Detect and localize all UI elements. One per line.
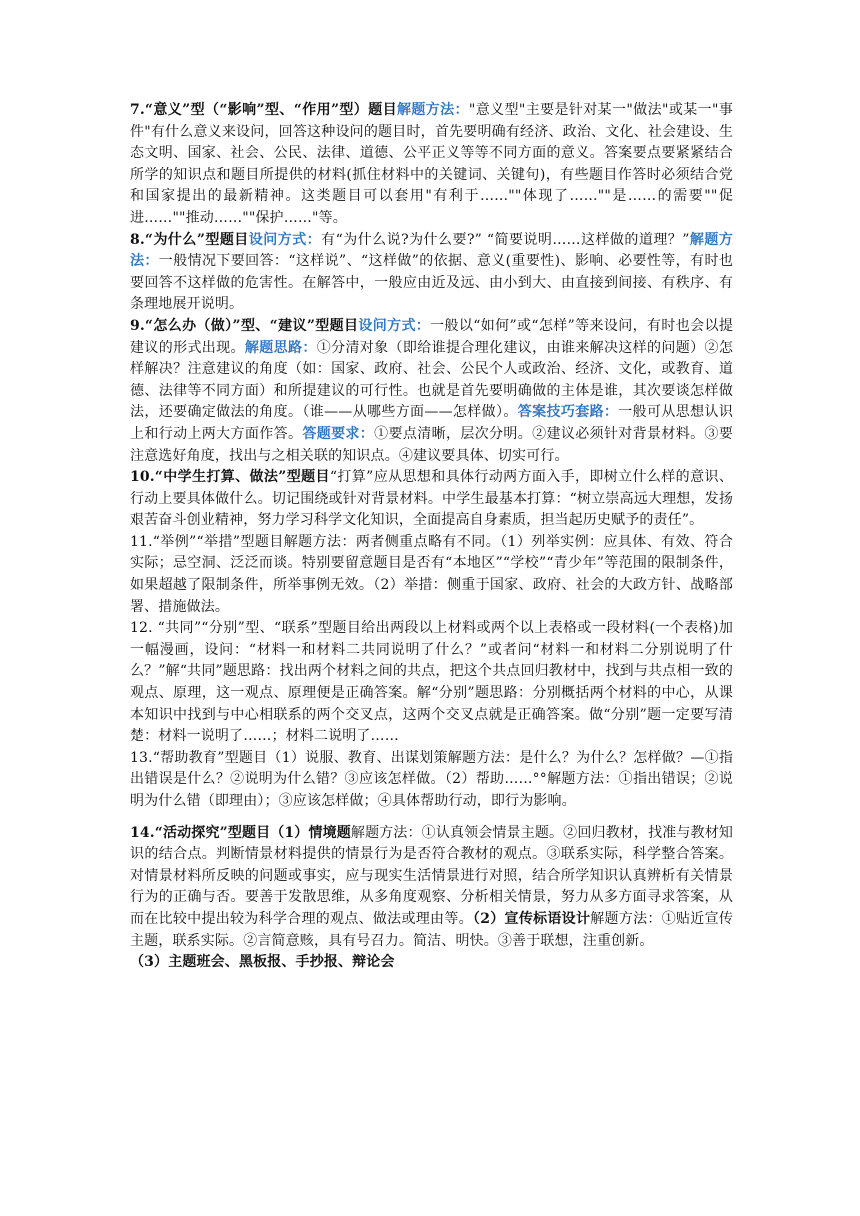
section-9-skill-text: 一般可从思想认识上和行动上两大方面作答。 xyxy=(130,404,733,442)
section-14-sub2-title: （2）宣传标语设计 xyxy=(472,910,591,927)
section-8-method-text: 一般情况下要回答：“这样说”、“这样做”的依据、意义(重要性)、影响、必要性等，有时也要回答不这样做的危害性。在解答中，一般应由近及远、由小到大、由直接到间接、有秩序、有条理地展开说明。 xyxy=(130,253,733,313)
section-14-sub3-title: （3）主题班会、黑板报、手抄报、辩论会 xyxy=(130,954,395,971)
section-10-text: “打算”应从思想和具体行动两方面入手，即树立什么样的意识、行动上要具体做什么。切记围绕或针对背景材料。中学生最基本打算：“树立崇高远大理想，发扬艰苦奋斗创业精神，努力学习科学文化知识，全面提高自身素质，担当起历史赋予的责任”。 xyxy=(130,469,733,529)
document-body xyxy=(130,100,733,974)
section-14-text: 解题方法：①认真领会情景主题。②回归教材，找准与教材知识的结合点。判断情景材料提供的情景行为是否符合教材的观点。③联系实际，科学整合答案。对情景材料所反映的问题或事实，应与现实生活情景进行对照，结合所学知识认真辨析有关情景行为的正确与否。要善于发散思维，从多角度观察、分析相关情景，努力从多方面寻求答案，从而在比较中提出较为科学合理的观点、做法或理由等。 xyxy=(130,824,733,927)
section-10 xyxy=(130,467,733,532)
section-8-method-label: 解题方法： xyxy=(130,231,733,270)
section-7-title: 7.“意义”型（“影响”型、“作用”型）题目 xyxy=(130,102,397,118)
section-14-sub3 xyxy=(130,952,733,974)
section-gap xyxy=(130,813,733,823)
section-10-title: 10.“中学生打算、做法”型题目 xyxy=(130,469,330,486)
section-14-title: 14.“活动探究”型题目（1）情境题 xyxy=(130,824,351,841)
section-9-req-label: 答题要求： xyxy=(302,425,375,442)
section-11-text: 11.“举例”“举措”型题目解题方法：两者侧重点略有不同。（1）列举实例：应具体、有效、符合实际；忌空洞、泛泛而谈。特别要留意题目是否有“本地区”“学校”“青少年”等范围的限制条件，如果超越了限制条件，所举事例无效。（2）举措：侧重于国家、政府、社会的大政方针、战略部署、措施做法。 xyxy=(130,533,733,615)
section-9-skill-label: 答案技巧套路： xyxy=(517,404,619,421)
section-9-req-text: ①要点清晰，层次分明。②建议必须针对背景材料。③要注意选好角度，找出与之相关联的知识点。④建议要具体、切实可行。 xyxy=(130,425,733,464)
section-8-title: 8.“为什么”型题目 xyxy=(130,231,249,248)
section-14 xyxy=(130,823,733,953)
section-11 xyxy=(130,532,733,618)
section-9-idea-label: 解题思路： xyxy=(244,339,317,356)
section-14-sub2-text: 解题方法：①贴近宣传主题，联系实际。②言简意赅，具有号召力。简洁、明快。③善于联想，注重创新。 xyxy=(130,910,734,949)
section-7-text: "意义型"主要是针对某一"做法"或某一"事件"有什么意义来设问，回答这种设问的题目时，首先要明确有经济、政治、文化、社会建设、生态文明、国家、社会、公民、法律、道德、公平正义等等不同方面的意义。答案要点要紧紧结合所学的知识点和题目所提供的材料(抓住材料中的关键词、关键句)，有些题目作答时必须结合党和国家提出的最新精神。这类题目可以套用"有利于……""体现了……""是……的需要""促进……""推动……""保护……"等。 xyxy=(130,102,733,226)
section-8 xyxy=(130,230,733,316)
section-8-ask-label: 设问方式： xyxy=(248,231,322,248)
section-7-method-label: 解题方法： xyxy=(396,102,469,118)
section-8-ask-text: 有“为什么说?为什么要?” “简要说明……这样做的道理？” xyxy=(321,231,690,248)
section-9-idea-text: ①分清对象（即给谁提合理化建议，由谁来解决这样的问题）②怎样解决？注意建议的角度（如：国家、政府、社会、公民个人或政治、经济、文化，或教育、道德、法律等不同方面）和所提建议的可行性。也就是首先要明确做的主体是谁，其次要谈怎样做法，还要确定做法的角度。（谁——从哪些方面——怎样做）。 xyxy=(130,339,733,421)
section-13-text: 13.“帮助教育”型题目（1）说服、教育、出谋划策解题方法：是什么？为什么？怎样做？—①指出错误是什么？②说明为什么错？③应该怎样做。（2）帮助……°°解题方法：①指出错误；②说明为什么错（即理由）；③应该怎样做；④具体帮助行动，即行为影响。 xyxy=(130,749,733,809)
section-9-ask-label: 设问方式： xyxy=(358,317,431,334)
section-12-text: 12. “共同”“分别”型、“联系”型题目给出两段以上材料或两个以上表格或一段材料(一个表格)加一幅漫画，设问：“材料一和材料二共同说明了什么？”或者问“材料一和材料二分别说明了什么？”解“共同”题思路：找出两个材料之间的共点，把这个共点回归教材中，找到与共点相一致的观点、原理，这一观点、原理便是正确答案。解“分别”题思路：分别概括两个材料的中心，从课本知识中找到与中心相联系的两个交叉点，这两个交叉点就是正确答案。做“分别”题一定要写清楚：材料一说明了……；材料二说明了…… xyxy=(130,620,733,745)
section-12 xyxy=(130,618,733,748)
section-7 xyxy=(130,100,733,230)
section-9-title: 9.“怎么办（做）”型、“建议”型题目 xyxy=(130,317,359,334)
section-13 xyxy=(130,748,733,813)
section-9 xyxy=(130,316,733,467)
section-9-ask-text: 一般以“如何”或“怎样”等来设问，有时也会以提建议的形式出现。 xyxy=(130,317,733,356)
